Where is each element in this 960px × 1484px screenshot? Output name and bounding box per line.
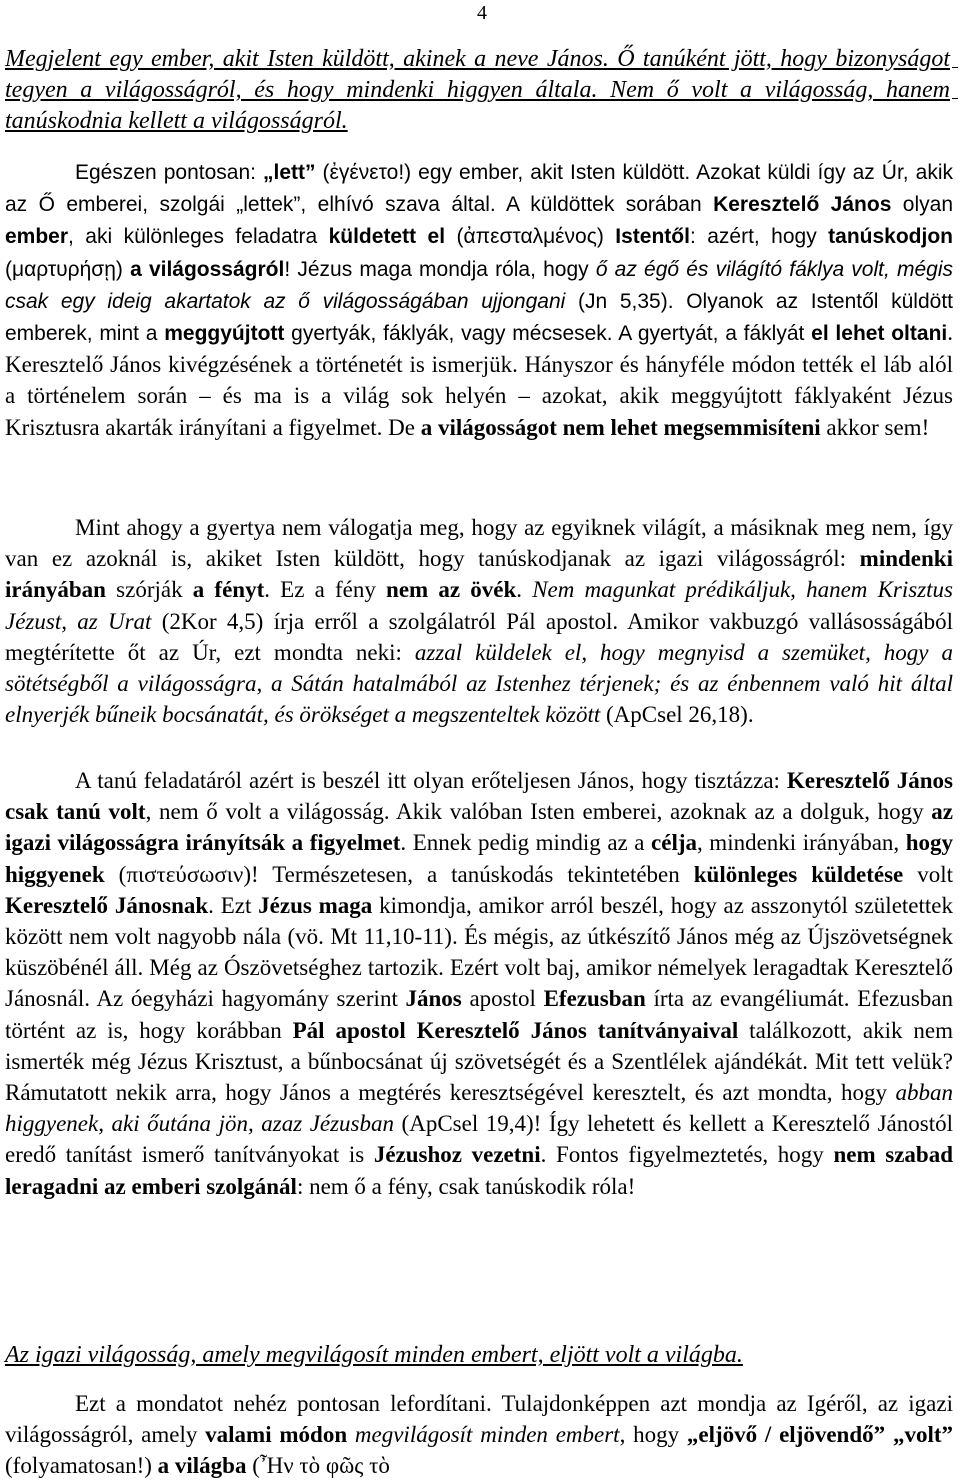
text-run: (ἀπεσταλμένος): [445, 225, 616, 249]
paragraph-4: [5, 1388, 953, 1482]
text-run: apostol: [461, 986, 544, 1012]
emphasis: el lehet oltani: [811, 322, 948, 346]
emphasis: nem az övék: [386, 577, 517, 603]
text-run: . Ez a fény: [264, 577, 387, 603]
text-run: (μαρτυρήσῃ): [5, 257, 131, 281]
text-run: A küldöttek sorában: [495, 193, 714, 217]
emphasis: Keresztelő János csak tanú volt: [5, 768, 954, 825]
emphasis: a világosságról: [130, 257, 285, 281]
text-run: (πιστεύσωσιν)! Természetesen, a tanúskodás tekintetében: [104, 861, 694, 887]
paragraph-2: [5, 512, 953, 730]
emphasis: Keresztelő János: [713, 193, 892, 217]
text-run: (ApCsel 19,4)! Így lehetett és kellett a Keresztelő Jánostól eredő tanítást ismerő tanítványokat is: [5, 1111, 953, 1168]
text-run: Ezt a mondatot nehéz pontosan lefordítani. Tulajdonképpen azt mondja az Igéről, az igazi világosságról, amely: [5, 1391, 953, 1448]
emphasis: tanúskodjon: [828, 225, 953, 249]
text-run: szórják: [105, 577, 193, 603]
emphasis: a fényt: [192, 577, 265, 603]
text-run: gyertyák, fáklyák, vagy mécsesek. A gyertyát, a fáklyát: [284, 322, 812, 346]
emphasis: „lett”: [263, 161, 316, 184]
section-heading: Az igazi világosság, amely megvilágosít minden embert, eljött volt a világba.: [5, 1342, 743, 1368]
text-run: Egészen pontosan:: [75, 161, 264, 184]
emphasis: az igazi világosságra irányítsák a figyelmet: [5, 799, 954, 856]
text-run: írta az evangéliumát. Efezusban történt az is, hogy korábban: [5, 986, 953, 1043]
text-run: , mindenki irányában,: [697, 830, 906, 856]
text-run: (folyamatosan!): [5, 1453, 158, 1479]
paragraph-3: [5, 765, 953, 1202]
emphasis: Istentől: [615, 225, 690, 249]
page-number: 4: [477, 2, 487, 24]
emphasis: különleges küldetése: [693, 861, 904, 887]
paragraph-1: [5, 156, 953, 443]
text-run: olyan: [891, 193, 954, 217]
text-run: [885, 1422, 893, 1447]
text-run: Mint ahogy a gyertya nem válogatja meg, hogy az egyiknek világít, a másiknak meg nem, így van ez azoknál is, akiket Isten küldött, hogy tanúskodjanak az igazi világosságról:: [5, 515, 953, 572]
text-run: (ἐγένετο!) egy ember, akit Isten küldött. Azokat küldi így az Úr, akik az Ő emberei, szolgái „lettek”, elhívó szava által.: [5, 161, 954, 217]
text-run: kimondja, amikor arról beszél, hogy az asszonytól születettek között nem volt nagyobb nála (vö. Mt 11,10-11). És mégis, az útkészítő János még az Újszövetségnek küszöbénél áll. Még az Ószövetséghez tartozik. Ezért volt baj, amikor némelyek leragadtak Keresztelő Jánosnál. Az óegyházi hagyomány szerint: [5, 892, 953, 1012]
emphasis: hogy higgyenek: [5, 830, 953, 887]
emphasis: Efezusban: [543, 986, 646, 1012]
italic-quote: ő az égő és világító fáklya volt, mégis csak egy ideig akartatok az ő világosságában ujjongani: [5, 257, 953, 313]
text-run: A tanú feladatáról azért is beszél itt olyan erőteljesen János, hogy tisztázza:: [75, 768, 787, 793]
emphasis: a világba: [157, 1453, 247, 1479]
text-run: : azért, hogy: [689, 225, 829, 249]
text-run: , hogy: [619, 1422, 687, 1448]
emphasis: a világosságot nem lehet megsemmisíteni: [420, 414, 821, 440]
text-run: : nem ő a fény, csak tanúskodik róla!: [296, 1173, 636, 1199]
italic-quote: megvilágosít minden embert: [354, 1422, 620, 1448]
text-run: . Keresztelő János kivégzésének a történetét is ismerjük. Hányszor és hányféle módon tették el láb alól a történelem során – és ma is a világ sok helyén – azokat, akik meggyújtott fáklyaként Jézus Krisztusra akarták irányítani a figyelmet. De: [5, 320, 953, 440]
text-run: ! Jézus maga mondja róla, hogy: [284, 257, 596, 281]
emphasis: mindenki irányában: [5, 546, 953, 603]
emphasis: „eljövő / eljövendő”: [686, 1422, 886, 1448]
text-run: , nem ő volt a világosság. Akik valóban Isten emberei, azoknak az a dolguk, hogy: [145, 799, 932, 825]
italic-quote: abban higgyenek, aki őutána jön, azaz Jézusban: [5, 1080, 953, 1137]
text-run: .: [516, 577, 533, 603]
emphasis: János: [405, 986, 462, 1012]
text-run: akkor sem!: [820, 414, 930, 440]
emphasis: Jézus maga: [258, 892, 373, 918]
text-run: , aki különleges feladatra: [68, 225, 329, 249]
text-run: (ApCsel 26,18).: [600, 702, 754, 728]
margin-tick: [952, 67, 958, 68]
text-run: . Fontos figyelmeztetés, hogy: [540, 1142, 834, 1168]
scripture-quote: Megjelent egy ember, akit Isten küldött, akinek a neve János. Ő tanúként jött, hogy bizonyságot tegyen a világosságról, és hogy mindenki higgyen általa. Nem ő volt a világosság, hanem tanúskodnia kellett a világosságról.: [5, 46, 950, 134]
text-run: volt: [903, 861, 954, 887]
emphasis: ember: [5, 225, 69, 249]
emphasis: Keresztelő Jánosnak: [5, 892, 209, 918]
text-run: (Ἦν τὸ φῶς τὸ: [246, 1453, 390, 1479]
text-run: találkozott, akik nem ismerték még Jézus Krisztust, a bűnbocsánat új szövetségét és a Szentlélek ajándékát. Mit tett velük? Rámutatott nekik arra, hogy János a megtérés keresztségével keresztelt, és azt mondta, hogy: [5, 1017, 953, 1106]
emphasis: valami módon: [205, 1422, 348, 1448]
italic-quote: Nem magunkat prédikáljuk, hanem Krisztus Jézust, az Urat: [5, 577, 953, 634]
italic-quote: azzal küldelek el, hogy megnyisd a szemüket, hogy a sötétségből a világosságra, a Sátán hatalmából az Istenhez térjenek; és az énbennem való hit által elnyerjék bűneik bocsánatát, és örökséget a megszenteltek között: [5, 639, 953, 728]
text-run: (2Kor 4,5) írja erről a szolgálatról Pál apostol. Amikor vakbuzgó vallásosságából megtérítette őt az Úr, ezt mondta neki:: [5, 608, 953, 665]
emphasis: nem szabad leragadni az emberi szolgánál: [5, 1142, 953, 1199]
emphasis: meggyújtott: [164, 322, 285, 346]
text-run: [347, 1422, 355, 1447]
emphasis: célja: [651, 830, 698, 856]
text-run: (Jn 5,35). Olyanok az Istentől küldött emberek, mint a: [5, 289, 953, 346]
emphasis: küldetett el: [328, 225, 446, 249]
emphasis: Jézushoz vezetni: [373, 1142, 541, 1168]
text-run: . Ennek pedig mindig az a: [400, 830, 652, 856]
emphasis: Pál apostol Keresztelő János tanítványaival: [292, 1017, 739, 1043]
margin-tick: [952, 98, 958, 99]
text-run: . Ezt: [208, 892, 259, 918]
emphasis: „volt”: [892, 1422, 953, 1448]
